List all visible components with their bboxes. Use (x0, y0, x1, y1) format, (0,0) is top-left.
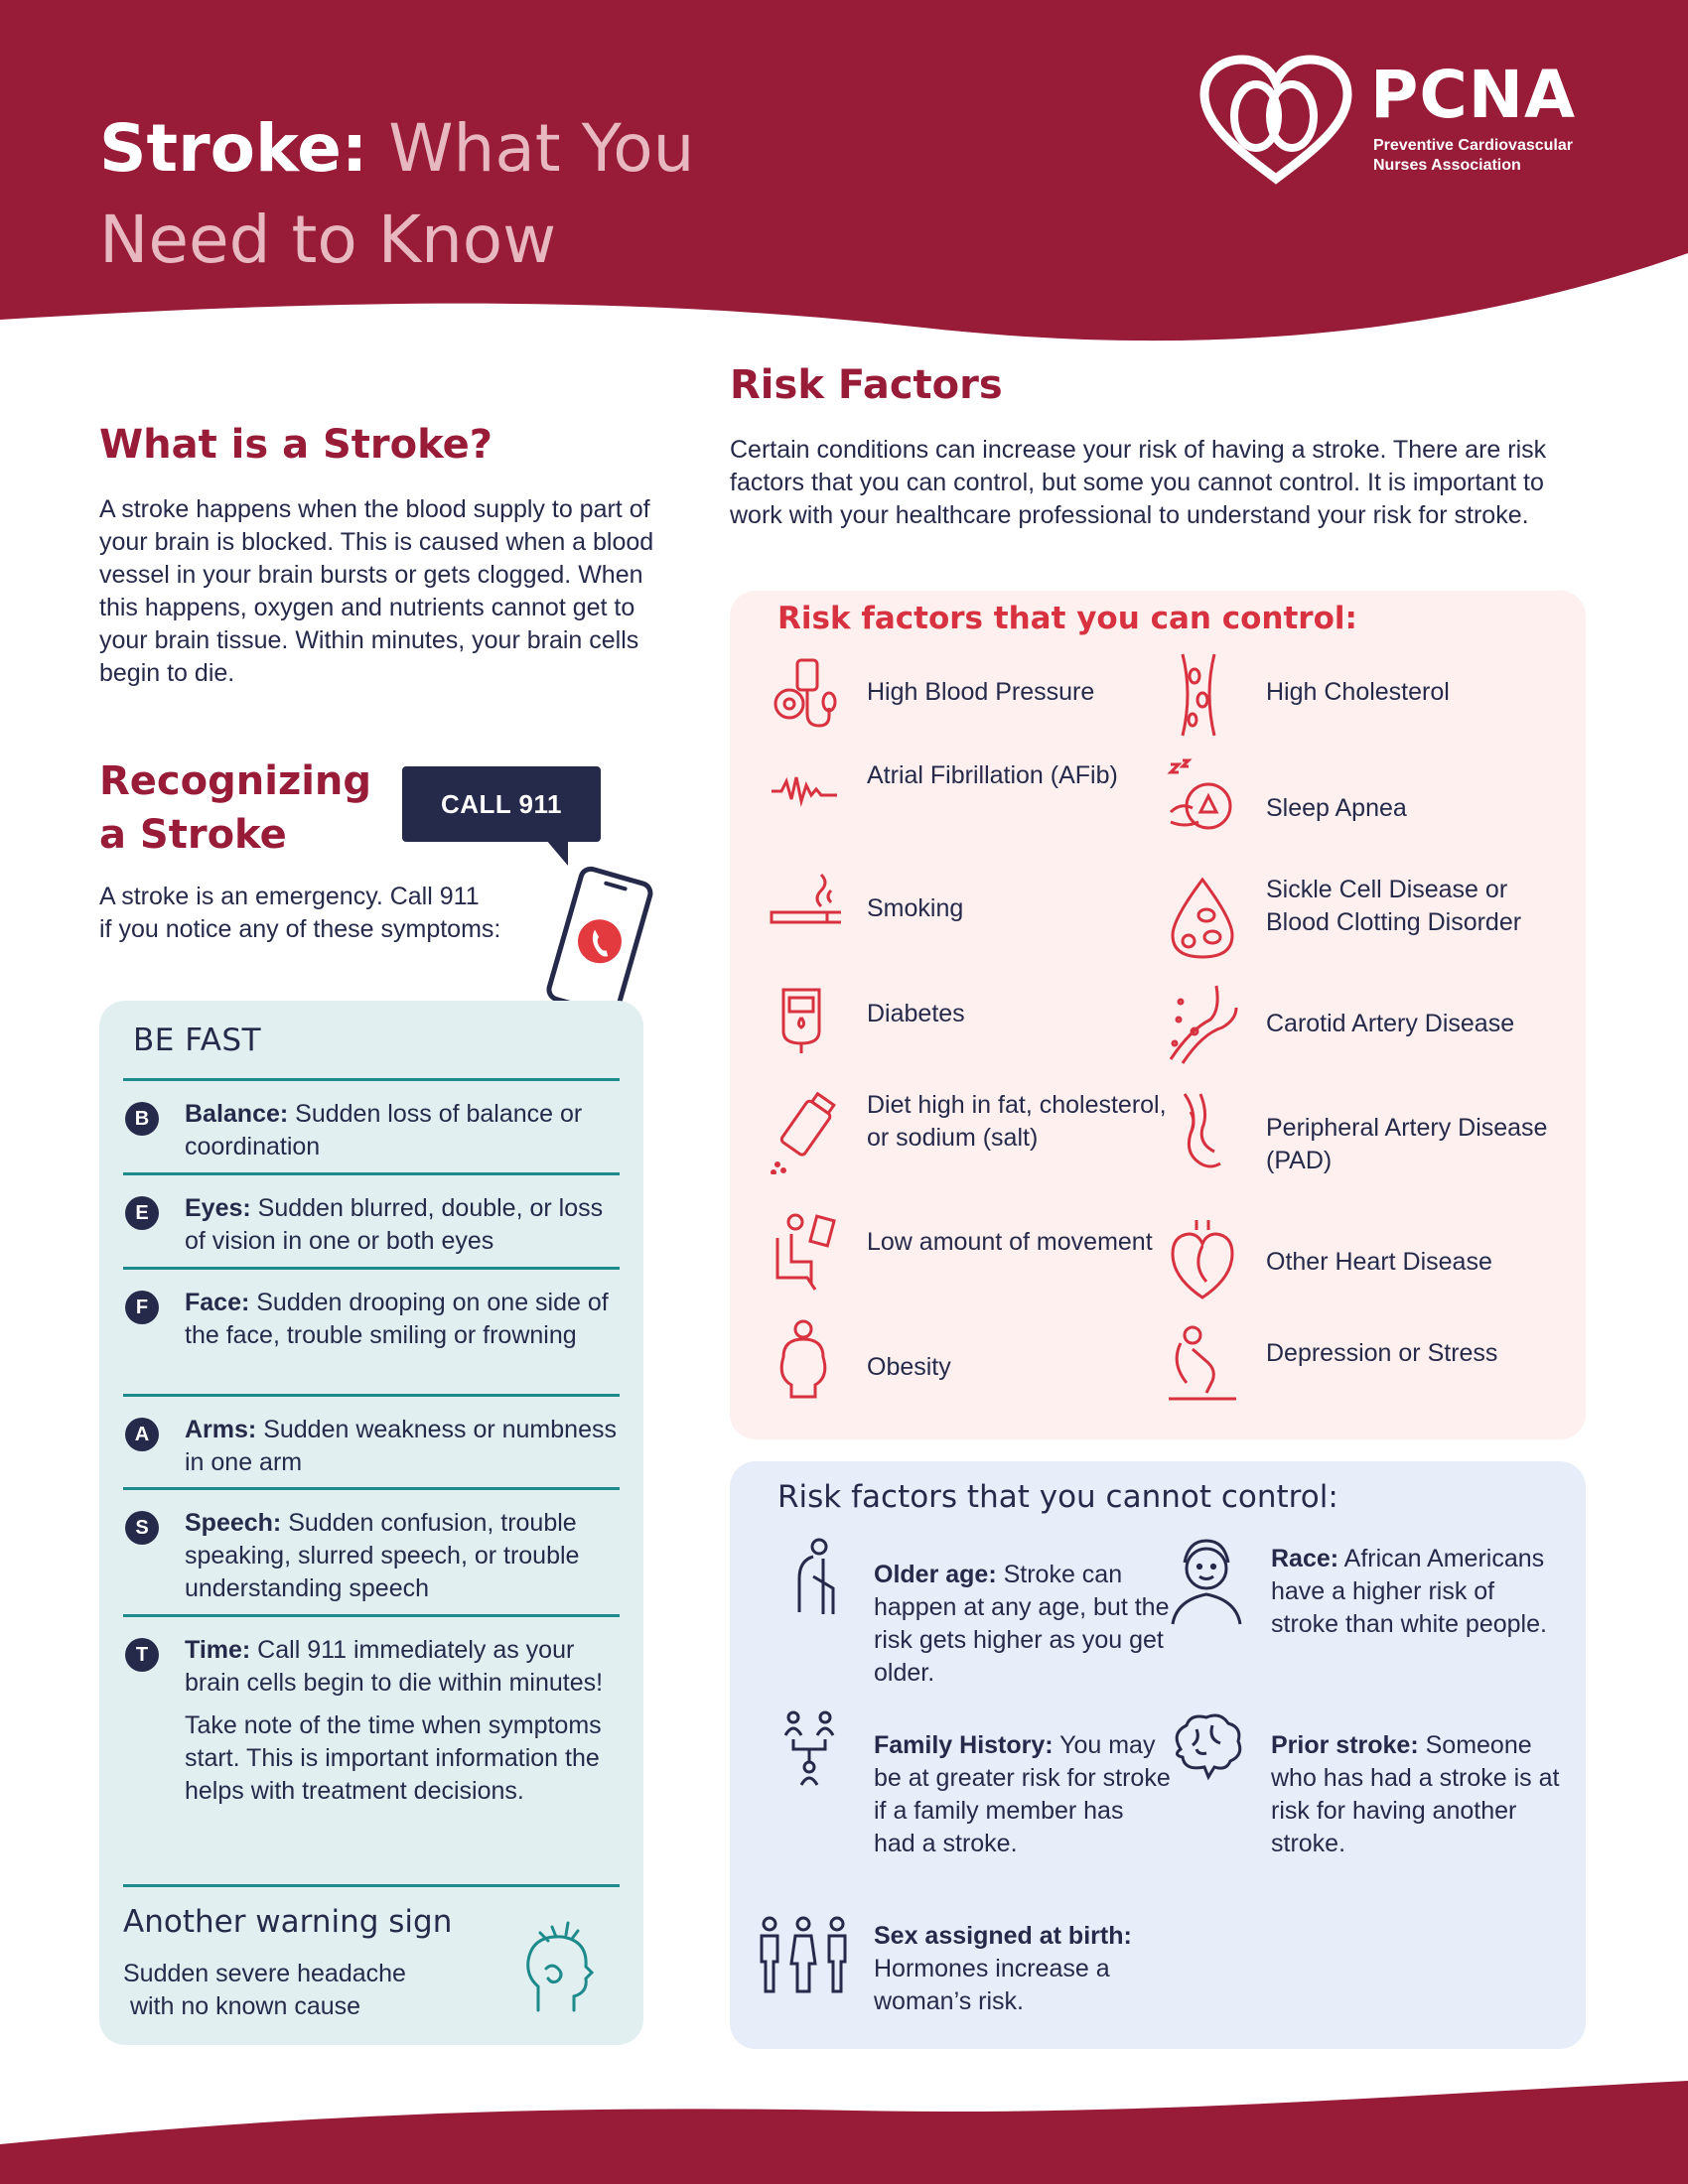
risk-label: Diabetes (867, 1000, 965, 1027)
obesity-icon (770, 1317, 841, 1403)
risk-label: High Cholesterol (1266, 678, 1450, 706)
uncontrollable-title: Risk factors that you cannot control: (777, 1479, 1338, 1515)
item-term: Family History: (874, 1731, 1054, 1759)
risk-item-high-cholesterol (1167, 650, 1584, 750)
risk-item-depression (1167, 1325, 1584, 1425)
divider (123, 1078, 620, 1081)
headache-head-icon (516, 1919, 596, 2018)
blood-pressure-icon (770, 652, 841, 738)
risk-heading: Risk Factors (730, 362, 1003, 408)
risk-label: Low amount of movement (867, 1228, 1153, 1256)
item-desc: Call 911 immediately as your brain cells begin to die within minutes! (185, 1636, 604, 1697)
cigarette-icon (770, 853, 841, 938)
item-term: Speech: (185, 1509, 282, 1537)
nocontrol-race (1271, 1543, 1569, 1641)
controllable-title: Risk factors that you can control: (777, 601, 1357, 636)
item-desc: Sudden confusion, trouble speaking, slurred speech, or trouble understanding speech (185, 1509, 580, 1602)
risk-item-diabetes (770, 968, 1187, 1067)
recognize-heading-2: a Stroke (99, 812, 287, 858)
logo-subtitle (1373, 136, 1612, 176)
item-desc: African Americans have a higher risk of stroke than white people. (1271, 1545, 1547, 1638)
risk-label: Atrial Fibrillation (AFib) (867, 761, 1118, 789)
risk-label: High Blood Pressure (867, 678, 1095, 706)
item-desc: Sudden weakness or numbness in one arm (185, 1416, 617, 1476)
letter-badge: S (125, 1511, 159, 1545)
elderly-person-icon (774, 1537, 853, 1626)
item-desc: Sudden blurred, double, or loss of vision in one or both eyes (185, 1194, 604, 1255)
item-term: Eyes: (185, 1194, 251, 1222)
letter-badge: F (125, 1291, 159, 1324)
be-fast-panel (99, 1001, 643, 2045)
item-term: Arms: (185, 1416, 257, 1443)
divider (123, 1172, 620, 1175)
risk-label: Carotid Artery Disease (1266, 1010, 1515, 1037)
heart-logo-icon (1196, 55, 1355, 189)
page-title (99, 103, 694, 286)
item-text (185, 1414, 622, 1479)
item-term: Race: (1271, 1545, 1339, 1572)
risk-item-diet (770, 1077, 1187, 1186)
risk-label: Obesity (867, 1353, 951, 1381)
divider (123, 1394, 620, 1397)
item-term: Face: (185, 1289, 250, 1316)
risk-label: Smoking (867, 894, 964, 922)
glucose-meter-icon (770, 970, 841, 1055)
what-body: A stroke happens when the blood supply to part of your brain is blocked. This is caused when a blood vessel in your brain bursts or gets clogged. When this happens, oxygen and nutrients cannot get to your brain tissue. Within minutes, your brain cells begin to die. (99, 495, 654, 687)
divider (123, 1884, 620, 1887)
item-term: Time: (185, 1636, 251, 1664)
call-911-bubble: CALL 911 (402, 766, 601, 842)
item-desc: Sudden drooping on one side of the face, trouble smiling or frowning (185, 1289, 609, 1349)
risk-label: Sickle Cell Disease or Blood Clotting Disorder (1266, 876, 1522, 936)
risk-item-sickle-cell (1167, 874, 1584, 983)
item-term: Balance: (185, 1100, 289, 1128)
item-desc: Hormones increase a woman’s risk. (874, 1955, 1110, 2015)
heartbeat-icon (770, 742, 841, 827)
warning-title: Another warning sign (123, 1904, 453, 1940)
what-heading: What is a Stroke? (99, 422, 492, 468)
risk-label: Depression or Stress (1266, 1339, 1498, 1367)
letter-badge: E (125, 1196, 159, 1230)
risk-item-sleep-apnea (1167, 754, 1584, 854)
sleep-apnea-icon (1167, 756, 1238, 842)
recognize-body-2: if you notice any of these symptoms: (99, 915, 501, 943)
divider (123, 1614, 620, 1617)
people-group-icon (754, 1914, 853, 2003)
title-light-1: What You (388, 110, 695, 187)
risk-item-afib (770, 740, 1187, 839)
title-bold: Stroke: (99, 110, 368, 187)
risk-label: Other Heart Disease (1266, 1248, 1492, 1276)
risk-item-carotid (1167, 988, 1584, 1087)
leg-artery-icon (1167, 1092, 1238, 1177)
logo-sub-line-1: Preventive Cardiovascular (1373, 137, 1573, 154)
heart-icon (1167, 1216, 1238, 1301)
item-text (185, 1192, 622, 1258)
recognize-body (99, 881, 566, 946)
risk-label: Sleep Apnea (1266, 794, 1407, 822)
title-light-2: Need to Know (99, 202, 557, 278)
artery-plaque-icon (1167, 652, 1238, 738)
risk-label: Diet high in fat, cholesterol, or sodium (salt) (867, 1091, 1167, 1152)
letter-badge: T (125, 1638, 159, 1672)
item-desc: You may be at greater risk for stroke if a family member has had a stroke. (874, 1731, 1171, 1857)
item-desc: Stroke can happen at any age, but the risk gets higher as you get older. (874, 1561, 1170, 1687)
uncontrollable-risk-panel (730, 1461, 1586, 2049)
risk-item-low-movement (770, 1206, 1187, 1305)
brain-icon (1167, 1709, 1246, 1799)
recognize-body-1: A stroke is an emergency. Call 911 (99, 883, 480, 910)
item-desc: Someone who has had a stroke is at risk for having another stroke. (1271, 1731, 1560, 1857)
risk-item-obesity (770, 1315, 1187, 1415)
letter-badge: A (125, 1418, 159, 1451)
warning-text (123, 1958, 451, 2023)
recognize-heading-1: Recognizing (99, 758, 372, 804)
risk-label: Peripheral Artery Disease (PAD) (1266, 1114, 1548, 1174)
sitting-person-icon (770, 1208, 841, 1294)
risk-item-smoking (770, 851, 1187, 950)
salt-shaker-icon (770, 1089, 841, 1174)
item-term: Older age: (874, 1561, 997, 1588)
item-term: Sex assigned at birth: (874, 1922, 1132, 1950)
pcna-logo (1196, 55, 1594, 189)
sad-person-icon (1167, 1319, 1238, 1405)
warning-line-1: Sudden severe headache (123, 1960, 406, 1987)
divider (123, 1487, 620, 1490)
nocontrol-older-age (874, 1559, 1172, 1690)
carotid-artery-icon (1167, 980, 1238, 1065)
recognize-heading (99, 754, 417, 862)
blood-drop-icon (1167, 876, 1238, 961)
person-face-icon (1167, 1537, 1246, 1626)
controllable-risk-panel (730, 591, 1586, 1439)
nocontrol-sex-at-birth (874, 1920, 1182, 2018)
logo-sub-line-2: Nurses Association (1373, 157, 1521, 174)
logo-name: PCNA (1370, 57, 1577, 133)
item-note: Take note of the time when symptoms start. This is important information the helps with treatment decisions. (185, 1711, 602, 1805)
item-text (185, 1507, 622, 1605)
family-tree-icon (774, 1709, 853, 1799)
item-term: Prior stroke: (1271, 1731, 1419, 1759)
letter-badge: B (125, 1102, 159, 1136)
be-fast-title: BE FAST (133, 1023, 262, 1058)
warning-line-2: with no known cause (123, 1992, 361, 2020)
footer-banner (0, 2075, 1688, 2184)
item-desc: Sudden loss of balance or coordination (185, 1100, 583, 1160)
nocontrol-prior-stroke (1271, 1729, 1569, 1860)
item-text (185, 1098, 622, 1163)
divider (123, 1267, 620, 1270)
item-text (185, 1287, 622, 1352)
risk-intro: Certain conditions can increase your risk of having a stroke. There are risk factors that you can control, but some you cannot control. It is important to work with your healthcare professional to understand your risk for stroke. (730, 436, 1547, 529)
nocontrol-family-history (874, 1729, 1172, 1860)
risk-item-high-blood-pressure (770, 650, 1187, 750)
item-text (185, 1634, 622, 1808)
risk-item-heart-disease (1167, 1216, 1584, 1315)
risk-item-pad (1167, 1092, 1584, 1201)
